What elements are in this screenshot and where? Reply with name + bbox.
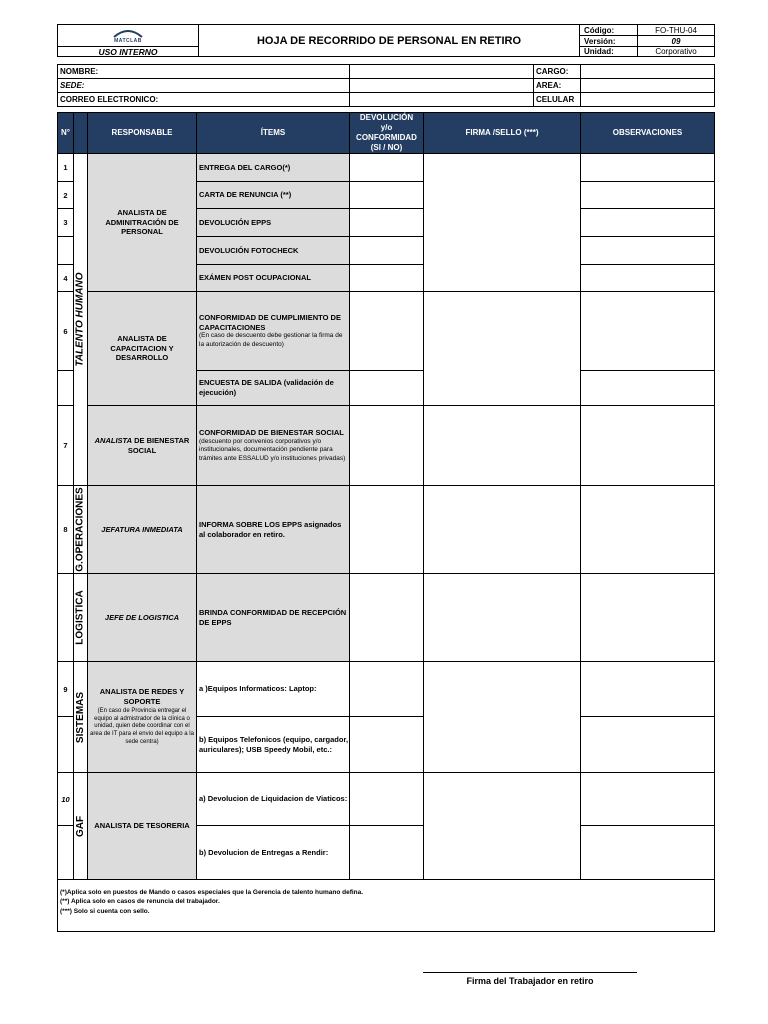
firma-cell[interactable]: [423, 485, 581, 574]
row-number: 1: [57, 153, 74, 182]
row-number: 6: [57, 291, 74, 371]
observaciones-cell[interactable]: [580, 825, 715, 880]
item-recepcion-epps: BRINDA CONFORMIDAD DE RECEPCIÓN DE EPPS: [196, 573, 350, 662]
cargo-label: CARGO:: [533, 64, 581, 79]
devolucion-cell[interactable]: [349, 264, 424, 292]
firma-cell[interactable]: [423, 573, 581, 662]
devolucion-cell[interactable]: [349, 236, 424, 265]
col-header-area: [73, 112, 88, 154]
signature-label: Firma del Trabajador en retiro: [466, 976, 594, 986]
unidad-label: Unidad:: [579, 46, 638, 57]
nombre-field[interactable]: [349, 64, 534, 79]
col-header-responsable: RESPONSABLE: [87, 112, 197, 154]
devolucion-cell[interactable]: [349, 573, 424, 662]
company-logo: [111, 28, 145, 38]
observaciones-cell[interactable]: [580, 573, 715, 662]
col-header-items: ÍTEMS: [196, 112, 350, 154]
area-logistica: LOGISTICA: [73, 573, 88, 662]
area-gaf: GAF: [73, 772, 88, 880]
devolucion-cell[interactable]: [349, 153, 424, 182]
resp-analista-tesoreria: ANALISTA DE TESORERIA: [87, 772, 197, 880]
item-devolucion-fotocheck: DEVOLUCIÓN FOTOCHECK: [196, 236, 350, 265]
observaciones-cell[interactable]: [580, 208, 715, 237]
unidad-value: Corporativo: [637, 46, 715, 57]
observaciones-cell[interactable]: [580, 405, 715, 486]
logo-text: MATCLAB: [114, 37, 142, 44]
resp-analista-redes-note: (En caso de Provincia entregar el equipo al admistrador de la clinica o unidad, quien debe coordinar con el area de IT para el envio del equipo a la sede centra): [90, 707, 194, 745]
row-number: [57, 716, 74, 773]
firma-cell[interactable]: [423, 291, 581, 406]
observaciones-cell[interactable]: [580, 485, 715, 574]
area-sistemas: SISTEMAS: [73, 661, 88, 773]
area-field[interactable]: [580, 78, 715, 93]
celular-label: CELULAR: [533, 92, 581, 107]
area-talento-humano: TALENTO HUMANO: [73, 153, 88, 486]
observaciones-cell[interactable]: [580, 153, 715, 182]
row-number: [57, 236, 74, 265]
observaciones-cell[interactable]: [580, 236, 715, 265]
observaciones-cell[interactable]: [580, 772, 715, 826]
area-operaciones: G.OPERACIONES: [73, 485, 88, 574]
devolucion-cell[interactable]: [349, 661, 424, 717]
item-viaticos: a) Devolucion de Liquidacion de Viaticos:: [196, 772, 350, 826]
item-entregas-rendir: b) Devolucion de Entregas a Rendir:: [196, 825, 350, 880]
item-capacitaciones-note: (En caso de descuento debe gestionar la firma de la autorización de descuento): [199, 332, 343, 348]
item-carta-renuncia: CARTA DE RENUNCIA (**): [196, 181, 350, 209]
item-laptop: a )Equipos Informaticos: Laptop:: [196, 661, 350, 717]
firma-cell[interactable]: [423, 661, 581, 773]
header-logo-box: [57, 24, 199, 47]
codigo-label: Código:: [579, 24, 638, 36]
correo-field[interactable]: [349, 92, 534, 107]
observaciones-cell[interactable]: [580, 661, 715, 717]
footnote: (**) Aplica solo en casos de renuncia del trabajador.: [60, 898, 220, 906]
row-number: 7: [57, 405, 74, 486]
signature-line: [423, 972, 637, 973]
item-telefonicos: b) Equipos Telefonicos (equipo, cargador, auriculares); USB Speedy Mobil, etc.:: [196, 716, 350, 773]
footnote: (*)Aplica solo en puestos de Mando o casos especiales que la Gerencia de talento humano defina.: [60, 889, 364, 896]
col-header-observaciones: OBSERVACIONES: [580, 112, 715, 154]
firma-cell[interactable]: [423, 153, 581, 292]
resp-analista-personal: ANALISTA DE ADMINITRACIÓN DE PERSONAL: [87, 153, 197, 292]
nombre-label: NOMBRE:: [57, 64, 350, 79]
page-title: HOJA DE RECORRIDO DE PERSONAL EN RETIRO: [198, 24, 580, 57]
row-number: 9: [57, 661, 74, 717]
row-number: [57, 825, 74, 880]
devolucion-cell[interactable]: [349, 485, 424, 574]
resp-jefatura-inmediata: JEFATURA INMEDIATA: [87, 485, 197, 574]
item-capacitaciones-title: CONFORMIDAD DE CUMPLIMIENTO DE CAPACITACIONES: [199, 312, 341, 332]
item-conformidad-bienestar: [196, 405, 350, 486]
item-encuesta-salida: ENCUESTA DE SALIDA (validación de ejecución): [196, 370, 350, 406]
resp-analista-bienestar: ANALISTA DE BIENESTAR SOCIAL: [87, 405, 197, 486]
celular-field[interactable]: [580, 92, 715, 107]
devolucion-cell[interactable]: [349, 208, 424, 237]
version-value: 09: [637, 35, 715, 47]
devolucion-cell[interactable]: [349, 716, 424, 773]
row-number: 3: [57, 208, 74, 237]
observaciones-cell[interactable]: [580, 370, 715, 406]
item-bienestar-title: CONFORMIDAD DE BIENESTAR SOCIAL: [199, 427, 344, 437]
item-devolucion-epps: DEVOLUCIÓN EPPS: [196, 208, 350, 237]
footnote: (***) Solo si cuenta con sello.: [60, 907, 150, 915]
observaciones-cell[interactable]: [580, 716, 715, 773]
col-header-n: N°: [57, 112, 74, 154]
item-conformidad-capacitaciones: [196, 291, 350, 371]
resp-analista-redes-title: ANALISTA DE REDES Y SOPORTE: [99, 687, 185, 706]
devolucion-cell[interactable]: [349, 772, 424, 826]
version-label: Versión:: [579, 35, 638, 47]
resp-jefe-logistica: JEFE DE LOGISTICA: [87, 573, 197, 662]
area-label: AREA:: [533, 78, 581, 93]
row-number: 2: [57, 181, 74, 209]
devolucion-cell[interactable]: [349, 291, 424, 371]
uso-interno: USO INTERNO: [57, 46, 199, 57]
row-number: [57, 573, 74, 662]
codigo-value: FO-THU-04: [637, 24, 715, 36]
col-header-devolucion: DEVOLUCIÓN y/o CONFORMIDAD (SI / NO): [349, 112, 424, 154]
firma-cell[interactable]: [423, 405, 581, 486]
devolucion-cell[interactable]: [349, 370, 424, 406]
item-bienestar-note: (descuento por convenios corporativos y/o institucionales, documentación pendiente para trámites ante ESSALUD y/o instituciones privadas): [199, 437, 346, 462]
row-number: 4: [57, 264, 74, 292]
correo-label: CORREO ELECTRONICO:: [57, 92, 350, 107]
observaciones-cell[interactable]: [580, 181, 715, 209]
devolucion-cell[interactable]: [349, 825, 424, 880]
row-number: 10: [57, 772, 74, 826]
devolucion-cell[interactable]: [349, 405, 424, 486]
observaciones-cell[interactable]: [580, 264, 715, 292]
row-number: 8: [57, 485, 74, 574]
item-entrega-cargo: ENTREGA DEL CARGO(*): [196, 153, 350, 182]
item-examen-post: EXÁMEN POST OCUPACIONAL: [196, 264, 350, 292]
col-header-firma: FIRMA /SELLO (***): [423, 112, 581, 154]
devolucion-cell[interactable]: [349, 181, 424, 209]
row-number: [57, 370, 74, 406]
sede-field[interactable]: [349, 78, 534, 93]
firma-cell[interactable]: [423, 772, 581, 880]
observaciones-cell[interactable]: [580, 291, 715, 371]
sede-label: SEDE:: [57, 78, 350, 93]
cargo-field[interactable]: [580, 64, 715, 79]
resp-analista-redes: [87, 661, 197, 773]
footnotes: [57, 879, 715, 932]
resp-analista-capacitacion: ANALISTA DE CAPACITACION Y DESARROLLO: [87, 291, 197, 406]
item-informa-epps: INFORMA SOBRE LOS EPPS asignados al colaborador en retiro.: [196, 485, 350, 574]
